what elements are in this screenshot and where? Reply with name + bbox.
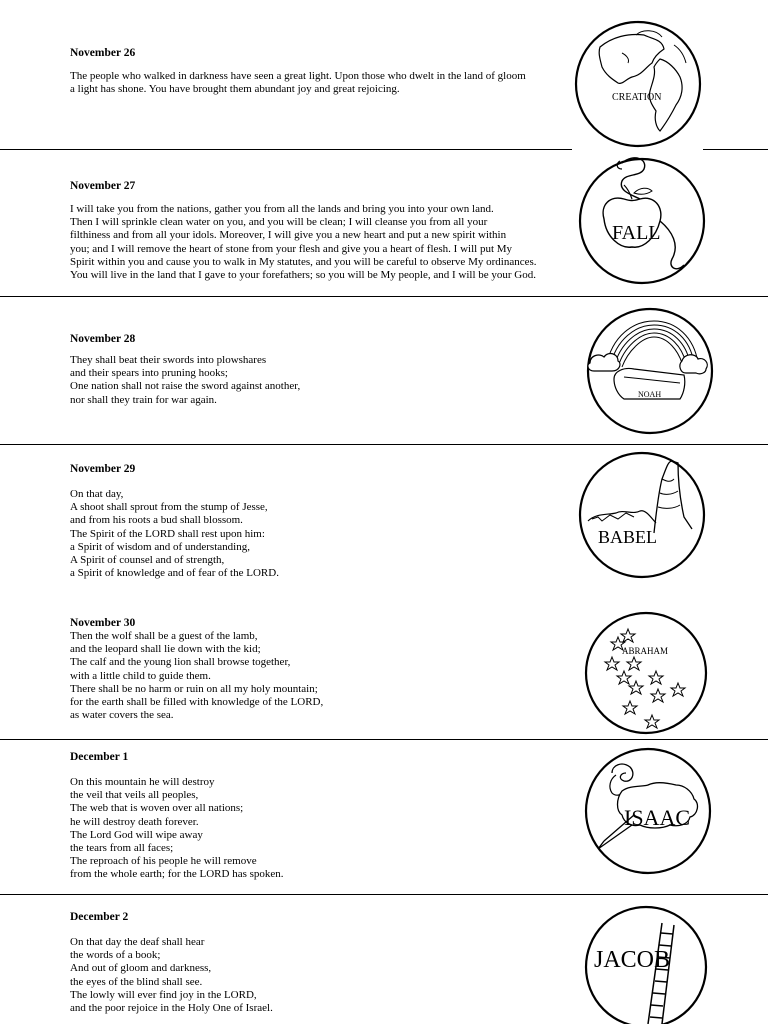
entry-date: December 2 — [70, 911, 129, 923]
medallion-label: BABEL — [598, 527, 658, 547]
entry-date: November 28 — [70, 333, 136, 345]
medallion-label: ABRAHAM — [622, 646, 669, 656]
abraham-medallion — [584, 607, 710, 735]
medallion-label: NOAH — [638, 390, 662, 399]
entry-text: I will take you from the nations, gather you from all the lands and bring you into your own land. Then I will sprinkle clean water on you, and you will be clean; I will cleanse you from all your filthiness and from all your idols. Moreover, I will give you a new heart and put a new spirit within you; and I will remove the heart of stone from your flesh and give you a heart of flesh. I will put My Spirit within you and cause you to walk in My statutes, and you will be careful to observe My ordinances. You will live in the land that I gave to your forefathers; so you will be My people, and I will be your God. — [70, 203, 537, 282]
medallion-label: FALL — [612, 222, 661, 244]
entry-date: December 1 — [70, 751, 129, 763]
separator-rule — [0, 739, 768, 740]
entry-text: On that day, A shoot shall sprout from the stump of Jesse, and from his roots a bud shall blossom. The Spirit of the LORD shall rest upon him: a Spirit of wisdom and of understanding, A Spirit of counsel and of strength, a Spirit of knowledge and of fear of the LORD. — [70, 488, 279, 580]
entry-december-2 — [70, 910, 570, 1015]
separator-rule — [0, 296, 768, 297]
entry-november-26 — [70, 46, 570, 96]
separator-rule — [0, 444, 768, 445]
entry-text: Then the wolf shall be a guest of the lamb, and the leopard shall lie down with the kid; The calf and the young lion shall browse together, with a little child to guide them. There shall be no harm or ruin on all my holy mountain; for the earth shall be filled with knowledge of the LORD, as water covers the sea. — [70, 630, 324, 722]
separator-rule — [0, 894, 768, 895]
babel-medallion — [574, 449, 710, 581]
entry-december-1 — [70, 750, 570, 882]
tower-icon — [574, 449, 710, 581]
ram-icon — [582, 745, 714, 875]
separator-rule — [703, 149, 768, 150]
entry-text: They shall beat their swords into plowshares and their spears into pruning hooks; One nation shall not raise the sword against another, nor shall they train for war again. — [70, 354, 301, 406]
entry-date: November 29 — [70, 463, 136, 475]
serpent-apple-icon — [576, 155, 712, 287]
creation-medallion — [572, 19, 704, 149]
entry-text: On this mountain he will destroy the veil that veils all peoples, The web that is woven over all nations; he will destroy death forever. The Lord God will wipe away the tears from all faces; The reproach of his people he will remove from the whole earth; for the LORD has spoken. — [70, 776, 284, 881]
jacob-medallion — [582, 903, 714, 1024]
entry-text: The people who walked in darkness have seen a great light. Upon those who dwelt in the land of gloom a light has shone. You have brought them abundant joy and great rejoicing. — [70, 70, 526, 96]
rainbow-ark-icon — [584, 305, 720, 437]
stars-icon — [584, 607, 710, 735]
entry-november-30 — [70, 616, 570, 722]
entry-date: November 30 — [70, 617, 136, 629]
medallion-label: CREATION — [612, 92, 662, 103]
entry-november-27 — [70, 179, 570, 282]
entry-date: November 26 — [70, 47, 136, 59]
entry-date: November 27 — [70, 180, 136, 192]
globe-icon — [572, 19, 704, 149]
medallion-label: JACOB — [594, 947, 671, 973]
ladder-icon — [582, 903, 714, 1024]
entry-november-29 — [70, 462, 570, 580]
entry-text: On that day the deaf shall hear the words of a book; And out of gloom and darkness, the eyes of the blind shall see. The lowly will ever find joy in the LORD, and the poor rejoice in the Holy One of Israel. — [70, 936, 273, 1015]
noah-medallion — [584, 305, 720, 437]
medallion-label: ISAAC — [624, 805, 691, 830]
separator-rule — [0, 149, 572, 150]
fall-medallion — [576, 155, 712, 287]
entry-november-28 — [70, 332, 570, 407]
isaac-medallion — [582, 745, 714, 875]
